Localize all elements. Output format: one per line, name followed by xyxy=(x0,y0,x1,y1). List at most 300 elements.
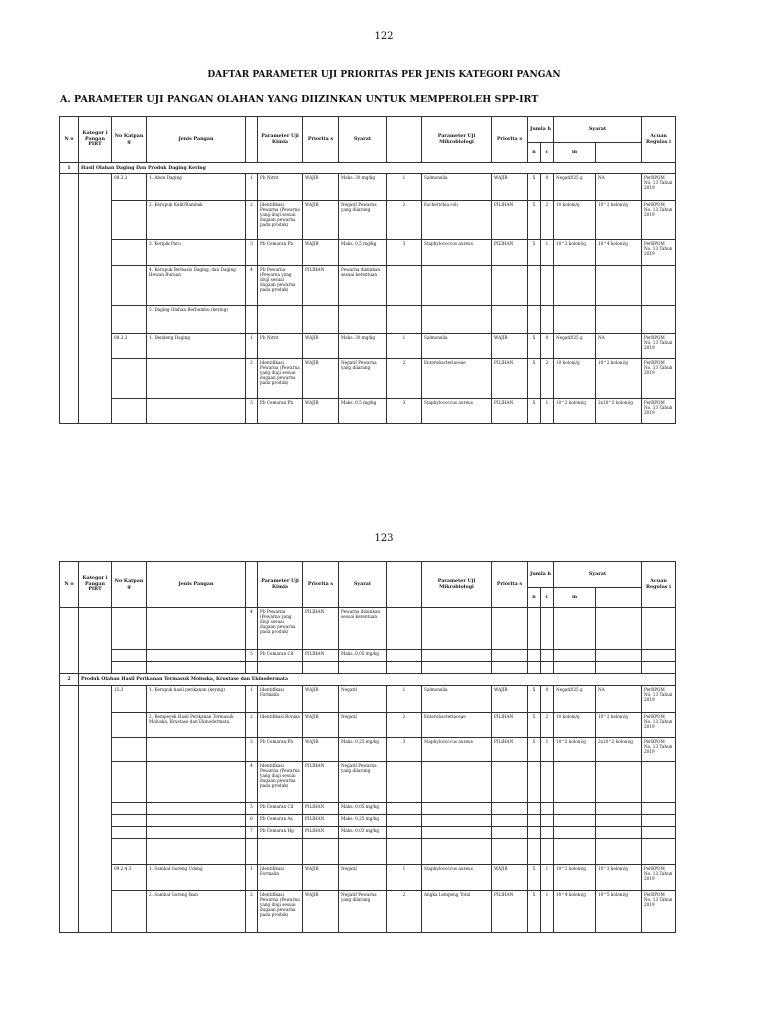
jenis-pangan-cell: 1. Dendeng Daging xyxy=(147,334,246,359)
header-jumlah: Jumla h xyxy=(528,117,554,143)
c-cell: 1 xyxy=(541,865,554,891)
header-prioritas-mikro: Priorita s xyxy=(492,117,528,163)
mikro-index-cell xyxy=(387,815,422,827)
header-no: N o xyxy=(60,562,79,608)
syarat-kimia-cell xyxy=(339,839,387,865)
m-small-cell: Negatif/25 g xyxy=(554,174,596,201)
mikro-index-cell xyxy=(387,803,422,815)
c-cell: 1 xyxy=(541,891,554,933)
table-row xyxy=(60,399,676,424)
table-row xyxy=(60,803,676,815)
c-cell: 2 xyxy=(541,713,554,738)
syarat-kimia-cell xyxy=(339,306,387,334)
kategori-cell xyxy=(79,174,112,424)
prioritas-mikro-cell: PILIHAN xyxy=(492,240,528,266)
syarat-kimia-cell: Maks. 30 mg/kg xyxy=(339,174,387,201)
jenis-pangan-cell xyxy=(147,839,246,865)
header-prioritas-kimia: Priorita s xyxy=(303,562,339,608)
jenis-pangan-cell: 2. Rempeyek Hasil Perikanan Termasuk Moluska, Krustase dan Ekinodermata. xyxy=(147,713,246,738)
syarat-kimia-cell: Maks. 0,25 mg/kg xyxy=(339,738,387,762)
c-cell: 2 xyxy=(541,359,554,399)
katpang-cell xyxy=(112,359,147,399)
parameter-mikro-cell xyxy=(422,650,492,662)
kimia-index-cell xyxy=(246,306,258,334)
m-big-cell xyxy=(596,650,642,662)
m-big-cell: NA xyxy=(596,334,642,359)
table-row xyxy=(60,359,676,399)
m-small-cell: Negatif/25 g xyxy=(554,686,596,713)
parameter-mikro-cell xyxy=(422,608,492,650)
table-header-row xyxy=(60,562,676,588)
kimia-index-cell: 1 xyxy=(246,686,258,713)
c-cell: 0 xyxy=(541,174,554,201)
jenis-pangan-cell xyxy=(147,399,246,424)
c-cell xyxy=(541,608,554,650)
table-row xyxy=(60,266,676,306)
prioritas-mikro-cell: WAJIB xyxy=(492,174,528,201)
prioritas-mikro-cell: PILIHAN xyxy=(492,713,528,738)
katpang-cell: 15.3 xyxy=(112,686,147,713)
c-cell xyxy=(541,266,554,306)
prioritas-mikro-cell: PILIHAN xyxy=(492,399,528,424)
mikro-index-cell: 2 xyxy=(387,713,422,738)
kimia-index-cell: 5 xyxy=(246,803,258,815)
parameter-kimia-cell: Pb Cemaran Pb xyxy=(258,240,303,266)
acuan-cell: PerBPOM No. 13 Tahun 2019 xyxy=(642,240,676,266)
n-cell: 5 xyxy=(528,686,541,713)
m-big-cell xyxy=(596,827,642,839)
m-small-cell: Negatif/25 g xyxy=(554,334,596,359)
prioritas-mikro-cell xyxy=(492,827,528,839)
parameter-kimia-cell: Pb Cemaran Pb xyxy=(258,399,303,424)
table-row xyxy=(60,201,676,240)
page-number: 122 xyxy=(374,31,394,42)
parameter-kimia-cell: Identifikasi Pewarna (Pewarna yang diuji sesuai dugaan pewarna pada produk) xyxy=(258,891,303,933)
header-syarat-kimia: Syarat xyxy=(339,562,387,608)
parameter-table-page-123 xyxy=(59,561,676,933)
mikro-index-cell xyxy=(387,266,422,306)
prioritas-kimia-cell xyxy=(303,306,339,334)
n-cell: 5 xyxy=(528,399,541,424)
prioritas-mikro-cell xyxy=(492,608,528,650)
n-cell xyxy=(528,650,541,662)
m-big-cell: 2x10^2 koloni/g xyxy=(596,738,642,762)
syarat-kimia-cell: Negatif Pewarna yang dilarang xyxy=(339,359,387,399)
m-small-cell xyxy=(554,608,596,650)
category-row xyxy=(60,163,676,174)
category-label: Produk Olahan Hasil Perikanan Termasuk Moluska, Krustase dan Ekinodermata xyxy=(79,674,676,686)
category-number: 1 xyxy=(60,163,79,174)
jenis-pangan-cell xyxy=(147,359,246,399)
parameter-mikro-cell xyxy=(422,839,492,865)
jenis-pangan-cell xyxy=(147,803,246,815)
acuan-cell: PerBPOM No. 13 Tahun 2019 xyxy=(642,334,676,359)
header-syarat-mikro: Syarat xyxy=(554,117,642,143)
table-row xyxy=(60,650,676,662)
jenis-pangan-cell: 4. Kerupuk Berbasis Daging, dan Daging Hewan Buruan xyxy=(147,266,246,306)
m-big-cell xyxy=(596,306,642,334)
katpang-cell xyxy=(112,803,147,815)
c-cell xyxy=(541,662,554,674)
prioritas-kimia-cell: WAJIB xyxy=(303,174,339,201)
katpang-cell xyxy=(112,306,147,334)
kimia-index-cell xyxy=(246,662,258,674)
acuan-cell xyxy=(642,650,676,662)
kimia-index-cell: 1 xyxy=(246,865,258,891)
jenis-pangan-cell: 1. Kerupuk hasil perikanan (kering) xyxy=(147,686,246,713)
parameter-mikro-cell: Enterobacteriaceae xyxy=(422,713,492,738)
parameter-kimia-cell: Pb Cemaran Cd xyxy=(258,803,303,815)
mikro-index-cell: 1 xyxy=(387,334,422,359)
no-cell xyxy=(60,608,79,674)
header-parameter-kimia: Parameter Uji Kimia xyxy=(258,117,303,163)
jenis-pangan-cell xyxy=(147,738,246,762)
no-cell xyxy=(60,686,79,933)
kimia-index-cell: 1 xyxy=(246,174,258,201)
parameter-mikro-cell: Escherichia coli xyxy=(422,201,492,240)
parameter-mikro-cell: Staphylococcus aureus xyxy=(422,738,492,762)
table-row xyxy=(60,713,676,738)
n-cell xyxy=(528,827,541,839)
n-cell: 5 xyxy=(528,201,541,240)
mikro-index-cell: 2 xyxy=(387,359,422,399)
header-syarat-mikro: Syarat xyxy=(554,562,642,588)
katpang-cell xyxy=(112,662,147,674)
parameter-mikro-cell xyxy=(422,827,492,839)
prioritas-kimia-cell: PILIHAN xyxy=(303,803,339,815)
mikro-index-cell xyxy=(387,608,422,650)
acuan-cell xyxy=(642,306,676,334)
n-cell xyxy=(528,762,541,803)
m-big-cell xyxy=(596,762,642,803)
table-row xyxy=(60,762,676,803)
header-jenis-pangan: Jenis Pangan xyxy=(147,562,246,608)
c-cell: 1 xyxy=(541,738,554,762)
mikro-index-cell: 2 xyxy=(387,201,422,240)
kategori-cell xyxy=(79,686,112,933)
prioritas-kimia-cell: PILIHAN xyxy=(303,762,339,803)
katpang-cell xyxy=(112,839,147,865)
mikro-index-cell xyxy=(387,662,422,674)
jenis-pangan-cell xyxy=(147,815,246,827)
table-row xyxy=(60,174,676,201)
syarat-kimia-cell: Negatif Pewarna yang dilarang xyxy=(339,762,387,803)
kategori-cell xyxy=(79,608,112,674)
katpang-cell xyxy=(112,762,147,803)
header-blank xyxy=(246,117,258,163)
m-small-cell: 10 koloni/g xyxy=(554,201,596,240)
acuan-cell xyxy=(642,827,676,839)
syarat-kimia-cell: Maks. 0,05 mg/kg xyxy=(339,650,387,662)
prioritas-mikro-cell xyxy=(492,803,528,815)
acuan-cell: PerBPOM No. 13 Tahun 2019 xyxy=(642,891,676,933)
parameter-kimia-cell: Pb Pewarna (Pewarna yang diuji sesuai dugaan pewarna pada produk) xyxy=(258,266,303,306)
header-prioritas-mikro: Priorita s xyxy=(492,562,528,608)
kimia-index-cell: 2 xyxy=(246,359,258,399)
syarat-kimia-cell: Negatif xyxy=(339,686,387,713)
acuan-cell xyxy=(642,839,676,865)
kimia-index-cell: 2 xyxy=(246,891,258,933)
table-row xyxy=(60,662,676,674)
parameter-kimia-cell: Pb Cemaran Pb xyxy=(258,738,303,762)
m-small-cell: 10^4 koloni/g xyxy=(554,891,596,933)
syarat-kimia-cell: Maks. 0,25 mg/kg xyxy=(339,815,387,827)
c-cell xyxy=(541,762,554,803)
m-small-cell: 10^2 koloni/g xyxy=(554,865,596,891)
parameter-mikro-cell: Staphylococcus aureus xyxy=(422,399,492,424)
n-cell xyxy=(528,608,541,650)
prioritas-mikro-cell xyxy=(492,839,528,865)
table-row xyxy=(60,306,676,334)
parameter-kimia-cell: Identifikasi Formalin xyxy=(258,686,303,713)
syarat-kimia-cell: Maks. 0,5 mg/kg xyxy=(339,399,387,424)
n-cell xyxy=(528,803,541,815)
syarat-kimia-cell: Maks. 30 mg/kg xyxy=(339,334,387,359)
prioritas-kimia-cell: WAJIB xyxy=(303,865,339,891)
m-big-cell xyxy=(596,608,642,650)
table-row xyxy=(60,827,676,839)
parameter-mikro-cell: Staphylococcus aureus xyxy=(422,240,492,266)
acuan-cell: PerBPOM No. 13 Tahun 2019 xyxy=(642,359,676,399)
c-cell xyxy=(541,650,554,662)
table-row xyxy=(60,334,676,359)
acuan-cell xyxy=(642,803,676,815)
header-c: c xyxy=(541,143,554,163)
prioritas-mikro-cell xyxy=(492,815,528,827)
mikro-index-cell xyxy=(387,839,422,865)
parameter-kimia-cell xyxy=(258,306,303,334)
n-cell: 5 xyxy=(528,334,541,359)
parameter-table-page-122 xyxy=(59,116,676,424)
m-small-cell xyxy=(554,827,596,839)
parameter-mikro-cell xyxy=(422,803,492,815)
header-syarat-kimia: Syarat xyxy=(339,117,387,163)
page-number: 123 xyxy=(374,533,394,544)
m-big-cell xyxy=(596,803,642,815)
jenis-pangan-cell: 1. Sambal Goreng Udang xyxy=(147,865,246,891)
kimia-index-cell: 7 xyxy=(246,827,258,839)
header-prioritas-kimia: Priorita s xyxy=(303,117,339,163)
prioritas-mikro-cell: WAJIB xyxy=(492,686,528,713)
m-big-cell xyxy=(596,266,642,306)
parameter-mikro-cell xyxy=(422,662,492,674)
prioritas-kimia-cell: PILIHAN xyxy=(303,650,339,662)
c-cell: 0 xyxy=(541,334,554,359)
header-blank xyxy=(387,562,422,608)
syarat-kimia-cell: Negatif Pewarna yang dilarang xyxy=(339,201,387,240)
header-jumlah: Jumla h xyxy=(528,562,554,588)
kimia-index-cell: 2 xyxy=(246,713,258,738)
c-cell xyxy=(541,815,554,827)
acuan-cell: PerBPOM No. 13 Tahun 2019 xyxy=(642,865,676,891)
mikro-index-cell xyxy=(387,650,422,662)
prioritas-mikro-cell: WAJIB xyxy=(492,334,528,359)
header-m-small: m xyxy=(554,143,596,163)
katpang-cell xyxy=(112,827,147,839)
jenis-pangan-cell: 2. Kerupuk Kulit/Rambak xyxy=(147,201,246,240)
kimia-index-cell: 3 xyxy=(246,738,258,762)
syarat-kimia-cell: Maks. 0,05 mg/kg xyxy=(339,803,387,815)
acuan-cell xyxy=(642,608,676,650)
m-small-cell: 10^2 koloni/g xyxy=(554,399,596,424)
parameter-kimia-cell xyxy=(258,662,303,674)
parameter-kimia-cell: Identifikasi Pewarna (Pewarna yang diuji sesuai dugaan pewarna pada produk) xyxy=(258,359,303,399)
m-small-cell xyxy=(554,803,596,815)
acuan-cell: PerBPOM No. 13 Tahun 2019 xyxy=(642,201,676,240)
c-cell: 1 xyxy=(541,240,554,266)
katpang-cell xyxy=(112,815,147,827)
parameter-kimia-cell: Pb Cemaran Hg xyxy=(258,827,303,839)
prioritas-kimia-cell: WAJIB xyxy=(303,201,339,240)
table-row xyxy=(60,815,676,827)
katpang-cell xyxy=(112,891,147,933)
mikro-index-cell xyxy=(387,827,422,839)
katpang-cell xyxy=(112,650,147,662)
prioritas-mikro-cell: WAJIB xyxy=(492,865,528,891)
prioritas-kimia-cell: WAJIB xyxy=(303,713,339,738)
acuan-cell xyxy=(642,662,676,674)
header-c: c xyxy=(541,588,554,608)
header-n: n xyxy=(528,143,541,163)
prioritas-kimia-cell: WAJIB xyxy=(303,399,339,424)
jenis-pangan-cell xyxy=(147,762,246,803)
syarat-kimia-cell: Pewarna diizinkan sesuai ketentuan xyxy=(339,266,387,306)
prioritas-mikro-cell xyxy=(492,306,528,334)
header-parameter-kimia: Parameter Uji Kimia xyxy=(258,562,303,608)
header-jenis-pangan: Jenis Pangan xyxy=(147,117,246,163)
m-small-cell: 10^2 koloni/g xyxy=(554,738,596,762)
m-small-cell xyxy=(554,266,596,306)
parameter-mikro-cell xyxy=(422,266,492,306)
m-big-cell: NA xyxy=(596,174,642,201)
jenis-pangan-cell: 3. Keripik Paru xyxy=(147,240,246,266)
acuan-cell: PerBPOM No. 13 Tahun 2019 xyxy=(642,713,676,738)
m-big-cell: 10^2 koloni/g xyxy=(596,359,642,399)
header-m-small: m xyxy=(554,588,596,608)
n-cell xyxy=(528,306,541,334)
prioritas-mikro-cell xyxy=(492,662,528,674)
jenis-pangan-cell xyxy=(147,608,246,650)
kimia-index-cell: 1 xyxy=(246,334,258,359)
c-cell: 2 xyxy=(541,201,554,240)
header-m-big xyxy=(596,588,642,608)
syarat-kimia-cell: Negatif xyxy=(339,713,387,738)
prioritas-kimia-cell: WAJIB xyxy=(303,686,339,713)
mikro-index-cell: 3 xyxy=(387,399,422,424)
syarat-kimia-cell: Maks. 0,5 mg/kg xyxy=(339,240,387,266)
parameter-kimia-cell: Pb Nitrit xyxy=(258,174,303,201)
mikro-index-cell: 1 xyxy=(387,174,422,201)
katpang-cell xyxy=(112,201,147,240)
no-cell xyxy=(60,174,79,424)
m-big-cell xyxy=(596,662,642,674)
mikro-index-cell xyxy=(387,306,422,334)
prioritas-kimia-cell: WAJIB xyxy=(303,359,339,399)
header-blank xyxy=(246,562,258,608)
jenis-pangan-cell xyxy=(147,827,246,839)
prioritas-mikro-cell xyxy=(492,650,528,662)
m-big-cell: 10^2 koloni/g xyxy=(596,201,642,240)
header-parameter-mikro: Parameter Uji Mikrobiologi xyxy=(422,117,492,163)
n-cell: 5 xyxy=(528,359,541,399)
n-cell xyxy=(528,266,541,306)
mikro-index-cell: 1 xyxy=(387,686,422,713)
parameter-mikro-cell: Salmonella xyxy=(422,686,492,713)
header-acuan: Acuan Regulas i xyxy=(642,562,676,608)
m-small-cell xyxy=(554,650,596,662)
katpang-cell xyxy=(112,399,147,424)
header-n: n xyxy=(528,588,541,608)
table-row xyxy=(60,738,676,762)
mikro-index-cell: 3 xyxy=(387,240,422,266)
parameter-mikro-cell: Salmonella xyxy=(422,334,492,359)
acuan-cell xyxy=(642,762,676,803)
syarat-kimia-cell xyxy=(339,662,387,674)
table-row xyxy=(60,240,676,266)
acuan-cell: PerBPOM No. 13 Tahun 2019 xyxy=(642,738,676,762)
n-cell: 5 xyxy=(528,174,541,201)
jenis-pangan-cell xyxy=(147,662,246,674)
n-cell: 5 xyxy=(528,891,541,933)
table-row xyxy=(60,608,676,650)
table-header-row xyxy=(60,117,676,143)
mikro-index-cell xyxy=(387,762,422,803)
m-small-cell: 10 koloni/g xyxy=(554,713,596,738)
syarat-kimia-cell: Maks. 0,03 mg/kg xyxy=(339,827,387,839)
m-big-cell: 10^4 koloni/g xyxy=(596,240,642,266)
parameter-mikro-cell xyxy=(422,762,492,803)
kimia-index-cell xyxy=(246,839,258,865)
acuan-cell: PerBPOM No. 13 Tahun 2019 xyxy=(642,399,676,424)
prioritas-kimia-cell: WAJIB xyxy=(303,891,339,933)
category-label: Hasil Olahan Daging Dan Produk Daging Kering xyxy=(79,163,676,174)
header-parameter-mikro: Parameter Uji Mikrobiologi xyxy=(422,562,492,608)
katpang-cell: 09.2.4.3 xyxy=(112,865,147,891)
syarat-kimia-cell: Negatif xyxy=(339,865,387,891)
header-kategori: Kategor i Pangan PIRT xyxy=(79,562,112,608)
m-big-cell: NA xyxy=(596,686,642,713)
kimia-index-cell: 6 xyxy=(246,815,258,827)
header-katpang: No Katpan g xyxy=(112,562,147,608)
mikro-index-cell: 1 xyxy=(387,865,422,891)
prioritas-kimia-cell: WAJIB xyxy=(303,738,339,762)
prioritas-mikro-cell: PILIHAN xyxy=(492,738,528,762)
prioritas-kimia-cell: WAJIB xyxy=(303,240,339,266)
c-cell xyxy=(541,839,554,865)
document-title: DAFTAR PARAMETER UJI PRIORITAS PER JENIS KATEGORI PANGAN xyxy=(207,70,561,80)
header-kategori: Kategor i Pangan PIRT xyxy=(79,117,112,163)
category-row xyxy=(60,674,676,686)
parameter-mikro-cell: Staphylococcus aureus xyxy=(422,865,492,891)
n-cell xyxy=(528,839,541,865)
prioritas-kimia-cell xyxy=(303,839,339,865)
prioritas-mikro-cell: PILIHAN xyxy=(492,359,528,399)
kimia-index-cell: 4 xyxy=(246,266,258,306)
c-cell xyxy=(541,306,554,334)
mikro-index-cell: 2 xyxy=(387,891,422,933)
katpang-cell: 08.3.2 xyxy=(112,334,147,359)
parameter-kimia-cell: Pb Cemaran Cd xyxy=(258,650,303,662)
header-acuan: Acuan Regulas i xyxy=(642,117,676,163)
prioritas-kimia-cell xyxy=(303,662,339,674)
acuan-cell: PerBPOM No. 13 Tahun 2019 xyxy=(642,686,676,713)
n-cell xyxy=(528,815,541,827)
katpang-cell xyxy=(112,608,147,650)
kimia-index-cell: 2 xyxy=(246,201,258,240)
mikro-index-cell: 3 xyxy=(387,738,422,762)
m-small-cell xyxy=(554,815,596,827)
category-number: 2 xyxy=(60,674,79,686)
